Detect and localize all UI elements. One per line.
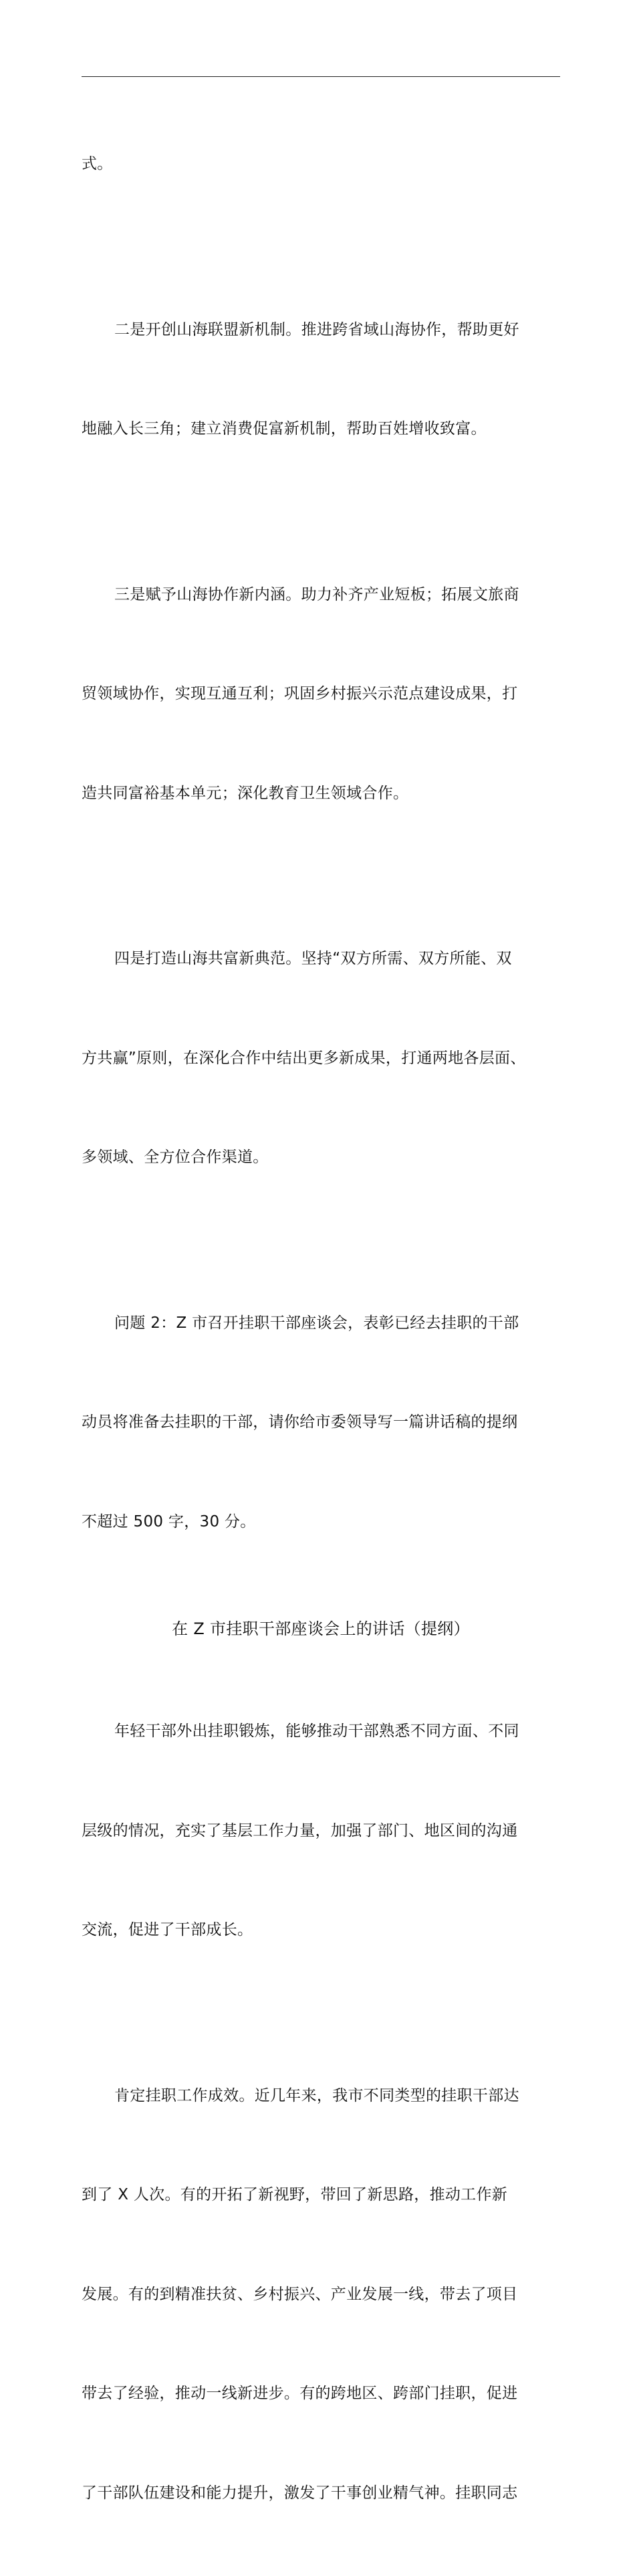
text-line: 贸领域协作，实现互通互利；巩固乡村振兴示范点建设成果，打 (82, 678, 569, 711)
paragraph-intro (82, 1649, 569, 2013)
text-line: 层级的情况，充实了基层工作力量，加强了部门、地区间的沟通 (82, 1815, 569, 1848)
text-line: 带去了经验，推动一线新进步。有的跨地区、跨部门挂职，促进 (82, 2377, 569, 2411)
text-line: 方共赢”原则，在深化合作中结出更多新成果，打通两地各层面、 (82, 1042, 569, 1076)
text-line: 不超过 500 字，30 分。 (82, 1506, 569, 1539)
paragraph-question-two (82, 1241, 569, 1605)
paragraph-continuation (82, 82, 569, 247)
text-line: 多领域、全方位合作渠道。 (82, 1141, 569, 1175)
speech-title: 在 Z 市挂职干部座谈会上的讲话（提纲） (82, 1609, 560, 1649)
text-line: 发展。有的到精准扶贫、乡村振兴、产业发展一线，带去了项目 (82, 2278, 569, 2312)
text-line: 交流，促进了干部成长。 (82, 1914, 569, 1947)
paragraph-point-four (82, 876, 569, 1241)
text-line: 问题 2：Z 市召开挂职干部座谈会，表彰已经去挂职的干部 (82, 1307, 569, 1341)
paragraph-point-two (82, 247, 569, 512)
text-line: 动员将准备去挂职的干部，请你给市委领导写一篇讲话稿的提纲 (82, 1406, 569, 1440)
text-line: 年轻干部外出挂职锻炼，能够推动干部熟悉不同方面、不同 (82, 1715, 569, 1749)
header-rule (82, 76, 560, 77)
text-line: 地融入长三角；建立消费促富新机制，帮助百姓增收致富。 (82, 413, 569, 446)
text-line: 了干部队伍建设和能力提升，激发了干事创业精气神。挂职同志 (82, 2477, 569, 2510)
document-body (82, 82, 569, 2576)
text-line: 二是开创山海联盟新机制。推进跨省域山海协作，帮助更好 (82, 314, 569, 347)
text-line: 三是赋予山海协作新内涵。助力补齐产业短板；拓展文旅商 (82, 579, 569, 612)
paragraph-point-three (82, 512, 569, 877)
text-line: 四是打造山海共富新典范。坚持“双方所需、双方所能、双 (82, 943, 569, 976)
text-line: 肯定挂职工作成效。近几年来，我市不同类型的挂职干部达 (82, 2080, 569, 2113)
text-line: 到了 X 人次。有的开拓了新视野，带回了新思路，推动工作新 (82, 2179, 569, 2212)
document-page (0, 0, 635, 899)
text-line: 造共同富裕基本单元；深化教育卫生领域合作。 (82, 777, 569, 811)
paragraph-achievements (82, 2013, 569, 2576)
text-line: 式。 (82, 148, 569, 181)
